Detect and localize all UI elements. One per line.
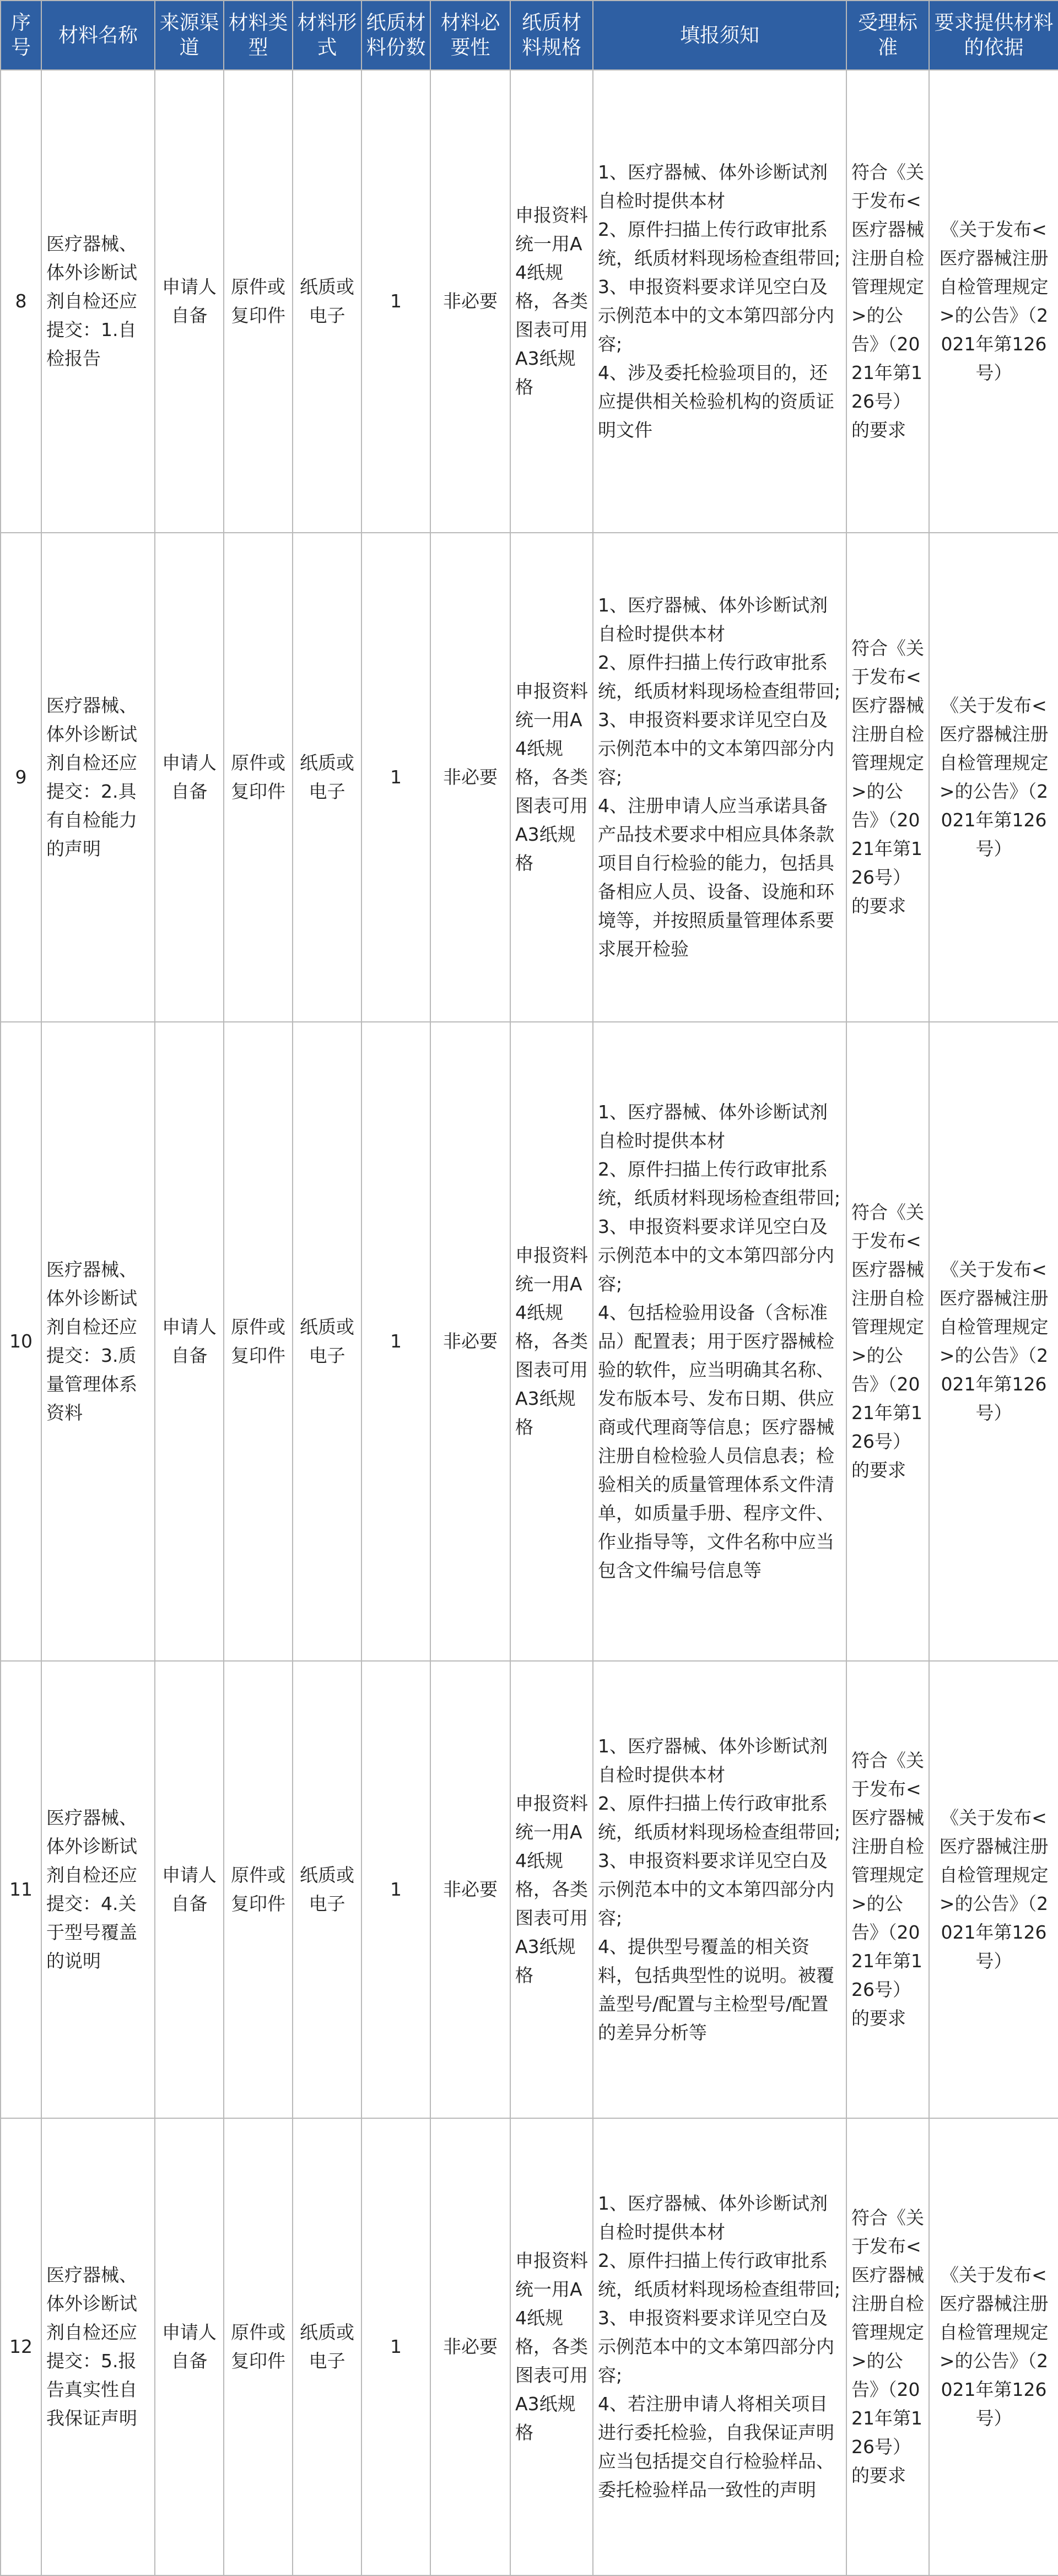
table-row — [1, 1022, 1058, 1661]
cell-type: 原件或复印件 — [224, 533, 293, 1022]
cell-instructions — [593, 2118, 846, 2575]
cell-basis: 《关于发布<医疗器械注册自检管理规定>的公告》（2021年第126号） — [929, 533, 1058, 1022]
instruction-line: 3、申报资料要求详见空白及示例范本中的文本第四部分内容; — [598, 276, 834, 355]
cell-standard: 符合《关于发布<医疗器械注册自检管理规定>的公告》（2021年第126号）的要求 — [846, 2118, 929, 2575]
cell-type: 原件或复印件 — [224, 70, 293, 533]
cell-copies: 1 — [361, 70, 430, 533]
instruction-line: 4、涉及委托检验项目的，还应提供相关检验机构的资质证明文件 — [598, 362, 834, 441]
cell-standard: 符合《关于发布<医疗器械注册自检管理规定>的公告》（2021年第126号）的要求 — [846, 533, 929, 1022]
cell-instructions — [593, 1661, 846, 2118]
cell-basis: 《关于发布<医疗器械注册自检管理规定>的公告》（2021年第126号） — [929, 1661, 1058, 2118]
cell-necessity: 非必要 — [430, 1022, 510, 1661]
instruction-line: 1、医疗器械、体外诊断试剂自检时提供本材 — [598, 594, 828, 645]
cell-form: 纸质或电子 — [293, 70, 361, 533]
table-row — [1, 2118, 1058, 2575]
table-row — [1, 1661, 1058, 2118]
instruction-line: 2、原件扫描上传行政审批系统，纸质材料现场检查组带回; — [598, 652, 841, 702]
cell-form: 纸质或电子 — [293, 1022, 361, 1661]
cell-name: 医疗器械、体外诊断试剂自检还应提交：1.自检报告 — [41, 70, 155, 533]
cell-name: 医疗器械、体外诊断试剂自检还应提交：4.关于型号覆盖的说明 — [41, 1661, 155, 2118]
cell-spec: 申报资料统一用A4纸规格，各类图表可用A3纸规格 — [510, 533, 593, 1022]
header-form: 材料形式 — [293, 1, 361, 70]
instruction-line: 2、原件扫描上传行政审批系统，纸质材料现场检查组带回; — [598, 1793, 841, 1843]
cell-standard: 符合《关于发布<医疗器械注册自检管理规定>的公告》（2021年第126号）的要求 — [846, 1661, 929, 2118]
header-spec: 纸质材料规格 — [510, 1, 593, 70]
header-instructions: 填报须知 — [593, 1, 846, 70]
cell-spec: 申报资料统一用A4纸规格，各类图表可用A3纸规格 — [510, 2118, 593, 2575]
cell-spec: 申报资料统一用A4纸规格，各类图表可用A3纸规格 — [510, 70, 593, 533]
header-row — [1, 1, 1058, 70]
instruction-line: 3、申报资料要求详见空白及示例范本中的文本第四部分内容; — [598, 709, 834, 788]
cell-form: 纸质或电子 — [293, 2118, 361, 2575]
instruction-line: 4、若注册申请人将相关项目进行委托检验，自我保证声明应当包括提交自行检验样品、委托检验样品一致性的声明 — [598, 2393, 834, 2501]
header-name: 材料名称 — [41, 1, 155, 70]
header-necessity: 材料必要性 — [430, 1, 510, 70]
cell-basis: 《关于发布<医疗器械注册自检管理规定>的公告》（2021年第126号） — [929, 1022, 1058, 1661]
cell-source: 申请人自备 — [155, 1661, 224, 2118]
instruction-line: 3、申报资料要求详见空白及示例范本中的文本第四部分内容; — [598, 1216, 834, 1295]
cell-type: 原件或复印件 — [224, 2118, 293, 2575]
cell-source: 申请人自备 — [155, 533, 224, 1022]
cell-spec: 申报资料统一用A4纸规格，各类图表可用A3纸规格 — [510, 1661, 593, 2118]
cell-copies: 1 — [361, 1661, 430, 2118]
cell-type: 原件或复印件 — [224, 1022, 293, 1661]
cell-instructions — [593, 533, 846, 1022]
instruction-line: 2、原件扫描上传行政审批系统，纸质材料现场检查组带回; — [598, 2250, 841, 2300]
cell-copies: 1 — [361, 533, 430, 1022]
cell-form: 纸质或电子 — [293, 1661, 361, 2118]
cell-necessity: 非必要 — [430, 1661, 510, 2118]
cell-spec: 申报资料统一用A4纸规格，各类图表可用A3纸规格 — [510, 1022, 593, 1661]
instruction-line: 3、申报资料要求详见空白及示例范本中的文本第四部分内容; — [598, 1850, 834, 1929]
instruction-line: 2、原件扫描上传行政审批系统，纸质材料现场检查组带回; — [598, 1159, 841, 1209]
header-copies: 纸质材料份数 — [361, 1, 430, 70]
instruction-line: 1、医疗器械、体外诊断试剂自检时提供本材 — [598, 2193, 828, 2243]
cell-source: 申请人自备 — [155, 2118, 224, 2575]
cell-necessity: 非必要 — [430, 2118, 510, 2575]
header-type: 材料类型 — [224, 1, 293, 70]
cell-seq: 9 — [1, 533, 41, 1022]
instruction-line: 1、医疗器械、体外诊断试剂自检时提供本材 — [598, 161, 828, 212]
cell-standard: 符合《关于发布<医疗器械注册自检管理规定>的公告》（2021年第126号）的要求 — [846, 1022, 929, 1661]
cell-necessity: 非必要 — [430, 533, 510, 1022]
cell-basis: 《关于发布<医疗器械注册自检管理规定>的公告》（2021年第126号） — [929, 70, 1058, 533]
cell-source: 申请人自备 — [155, 70, 224, 533]
instruction-line: 4、提供型号覆盖的相关资料，包括典型性的说明。被覆盖型号/配置与主检型号/配置的差异分析等 — [598, 1936, 834, 2043]
cell-necessity: 非必要 — [430, 70, 510, 533]
header-seq: 序号 — [1, 1, 41, 70]
cell-copies: 1 — [361, 2118, 430, 2575]
instruction-line: 4、包括检验用设备（含标准品）配置表；用于医疗器械检验的软件，应当明确其名称、发布版本号、发布日期、供应商或代理商等信息；医疗器械注册自检检验人员信息表；检验相关的质量管理体系文件清单，如质量手册、程序文件、作业指导等，文件名称中应当包含文件编号信息等 — [598, 1302, 834, 1581]
cell-type: 原件或复印件 — [224, 1661, 293, 2118]
instruction-line: 3、申报资料要求详见空白及示例范本中的文本第四部分内容; — [598, 2307, 834, 2386]
instruction-line: 4、注册申请人应当承诺具备产品技术要求中相应具体条款项目自行检验的能力，包括具备相应人员、设备、设施和环境等，并按照质量管理体系要求展开检验 — [598, 795, 834, 960]
header-standard: 受理标准 — [846, 1, 929, 70]
cell-instructions — [593, 70, 846, 533]
cell-name: 医疗器械、体外诊断试剂自检还应提交：3.质量管理体系资料 — [41, 1022, 155, 1661]
table-row — [1, 533, 1058, 1022]
cell-standard: 符合《关于发布<医疗器械注册自检管理规定>的公告》（2021年第126号）的要求 — [846, 70, 929, 533]
cell-copies: 1 — [361, 1022, 430, 1661]
cell-basis: 《关于发布<医疗器械注册自检管理规定>的公告》（2021年第126号） — [929, 2118, 1058, 2575]
cell-seq: 11 — [1, 1661, 41, 2118]
cell-seq: 12 — [1, 2118, 41, 2575]
cell-form: 纸质或电子 — [293, 533, 361, 1022]
header-basis: 要求提供材料的依据 — [929, 1, 1058, 70]
cell-seq: 8 — [1, 70, 41, 533]
header-source: 来源渠道 — [155, 1, 224, 70]
cell-source: 申请人自备 — [155, 1022, 224, 1661]
instruction-line: 2、原件扫描上传行政审批系统，纸质材料现场检查组带回; — [598, 219, 841, 269]
instruction-line: 1、医疗器械、体外诊断试剂自检时提供本材 — [598, 1101, 828, 1151]
cell-seq: 10 — [1, 1022, 41, 1661]
table-row — [1, 70, 1058, 533]
cell-name: 医疗器械、体外诊断试剂自检还应提交：2.具有自检能力的声明 — [41, 533, 155, 1022]
instruction-line: 1、医疗器械、体外诊断试剂自检时提供本材 — [598, 1735, 828, 1785]
cell-instructions — [593, 1022, 846, 1661]
cell-name: 医疗器械、体外诊断试剂自检还应提交：5.报告真实性自我保证声明 — [41, 2118, 155, 2575]
